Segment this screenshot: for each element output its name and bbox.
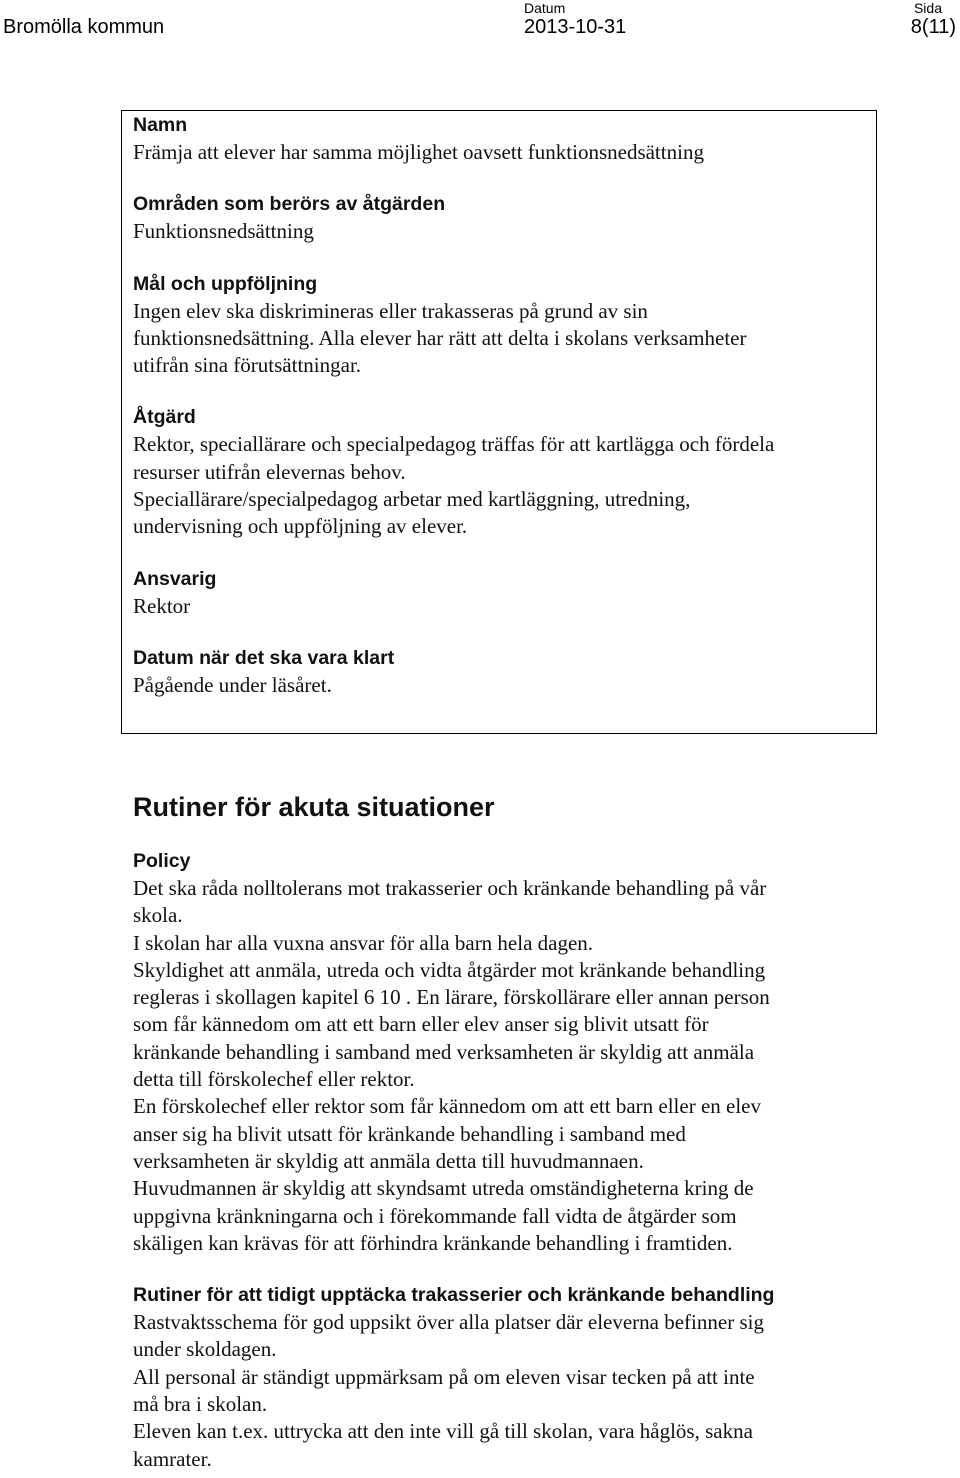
early-detection-heading: Rutiner för att tidigt upptäcka trakasserier och kränkande behandling [133, 1284, 775, 1307]
name-heading: Namn [133, 114, 188, 136]
action-line: resurser utifrån elevernas behov. [133, 459, 406, 484]
name-text: Främja att elever har samma möjlighet oavsett funktionsnedsättning [133, 140, 704, 164]
responsible-text: Rektor [133, 593, 191, 618]
policy-line: verksamheten är skyldig att anmäla detta till huvudmannaen. [133, 1148, 644, 1173]
areas-text: Funktionsnedsättning [133, 219, 314, 244]
goal-line: utifrån sina förutsättningar. [133, 353, 362, 378]
measure-box [121, 110, 877, 734]
policy-line: En förskolechef eller rektor som får kännedom om att ett barn eller en elev [133, 1094, 761, 1119]
policy-line: anser sig ha blivit utsatt för kränkande behandling i samband med [133, 1121, 686, 1146]
goal-heading: Mål och uppföljning [133, 272, 318, 295]
early-line: Rastvaktsschema för god uppsikt över alla platser där eleverna befinner sig [133, 1310, 764, 1335]
policy-line: skola. [133, 903, 183, 928]
action-line: Rektor, speciallärare och specialpedagog träffas för att kartlägga och fördela [133, 432, 775, 457]
early-line: må bra i skolan. [133, 1392, 268, 1417]
early-line: kamrater. [133, 1446, 212, 1471]
policy-line: regleras i skollagen kapitel 6 10 . En lärare, förskollärare eller annan person [133, 985, 770, 1010]
date-label: Datum [524, 0, 566, 16]
policy-line: kränkande behandling i samband med verksamheten är skyldig att anmäla [133, 1039, 755, 1064]
goal-line: Ingen elev ska diskrimineras eller trakasseras på grund av sin [133, 298, 648, 323]
policy-line: som får kännedom om att ett barn eller elev anser sig blivit utsatt för [133, 1012, 709, 1037]
page-number: 8(11) [910, 16, 956, 38]
policy-line: skäligen kan krävas för att förhindra kränkande behandling i framtiden. [133, 1230, 733, 1255]
policy-line: I skolan har alla vuxna ansvar för alla barn hela dagen. [133, 930, 594, 955]
goal-line: funktionsnedsättning. Alla elever har rätt att delta i skolans verksamheter [133, 325, 747, 350]
policy-line: Skyldighet att anmäla, utreda och vidta åtgärder mot kränkande behandling [133, 957, 766, 982]
action-heading: Åtgärd [133, 406, 196, 429]
deadline-text: Pågående under läsåret. [133, 672, 332, 697]
policy-heading: Policy [133, 850, 191, 872]
deadline-heading: Datum när det ska vara klart [133, 646, 395, 669]
section-title: Rutiner för akuta situationer [133, 792, 495, 822]
policy-line: Huvudmannen är skyldig att skyndsamt utreda omständigheterna kring de [133, 1176, 754, 1201]
action-line: Speciallärare/specialpedagog arbetar med kartläggning, utredning, [133, 487, 691, 512]
policy-line: Det ska råda nolltolerans mot trakasserier och kränkande behandling på vår [133, 876, 767, 900]
early-line: All personal är ständigt uppmärksam på om eleven visar tecken på att inte [133, 1364, 755, 1389]
organization-name: Bromölla kommun [3, 16, 165, 38]
date-value: 2013-10-31 [524, 16, 627, 38]
responsible-heading: Ansvarig [133, 567, 217, 590]
areas-heading: Områden som berörs av åtgärden [133, 193, 446, 216]
policy-line: detta till förskolechef eller rektor. [133, 1067, 415, 1092]
early-line: under skoldagen. [133, 1337, 277, 1362]
action-line: undervisning och uppföljning av elever. [133, 514, 468, 539]
early-line: Eleven kan t.ex. uttrycka att den inte vill gå till skolan, vara håglös, sakna [133, 1419, 753, 1444]
policy-line: uppgivna kränkningarna och i förekommande fall vidta de åtgärder som [133, 1203, 737, 1228]
page-label: Sida [913, 0, 942, 16]
